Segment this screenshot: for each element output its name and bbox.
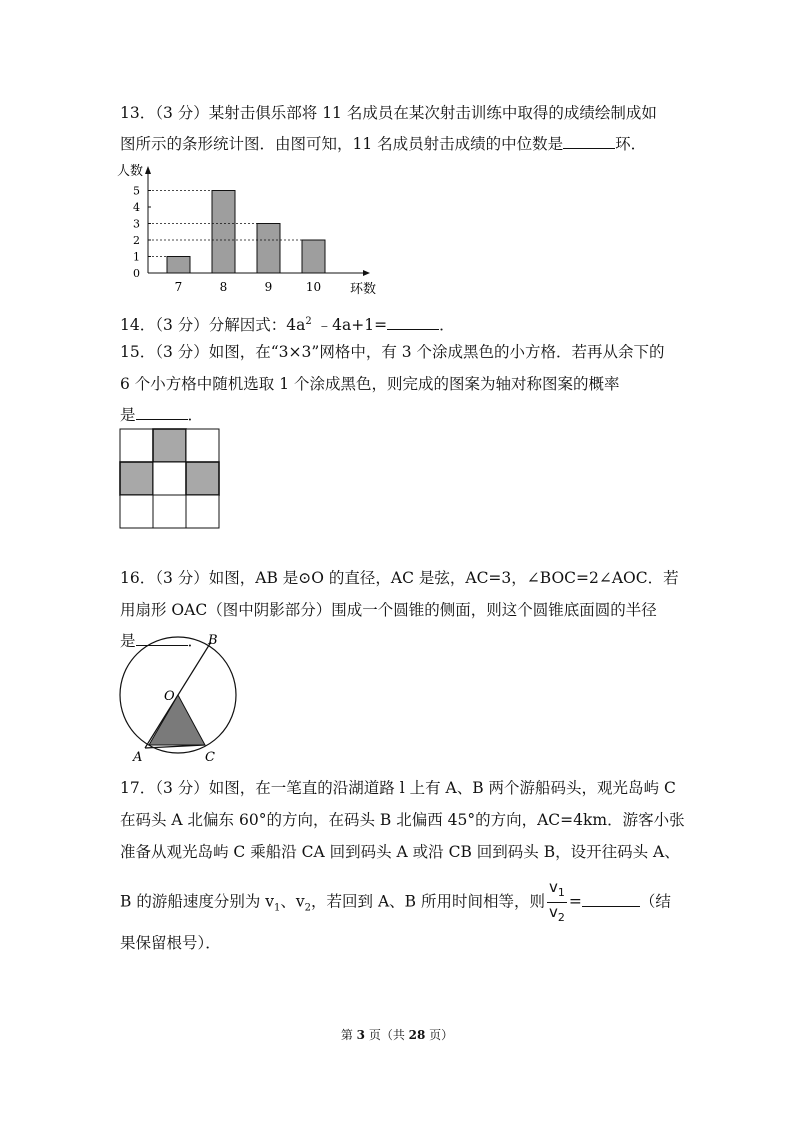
q16-line-3-text: 是 [120, 632, 136, 650]
bar-chart [115, 162, 385, 297]
q17-line-2: 在码头 A 北偏东 60°的方向，在码头 B 北偏西 45°的方向，AC=4km．游客小张 [120, 811, 685, 829]
grid-cell-shaded [153, 429, 186, 462]
grid-cell [153, 462, 186, 495]
q15-line-2: 6 个小方格中随机选取 1 个涂成黑色，则完成的图案为轴对称图案的概率 [120, 375, 620, 393]
q15-line-1: 15．（3 分）如图，在“3×3”网格中，有 3 个涂成黑色的小方格．若再从余下的 [120, 343, 665, 361]
bar-7 [167, 257, 190, 274]
footer-prefix: 第 [340, 1028, 357, 1042]
q14-text: 14．（3 分）分解因式：4a [120, 316, 306, 335]
q17-fraction-denominator: $v_2$ [548, 903, 565, 924]
q14-answer-blank [387, 315, 439, 330]
q16-line-3-end: ． [187, 632, 204, 650]
q16-line-1: 16．（3 分）如图，AB 是⊙O 的直径，AC 是弦，AC=3，∠BOC=2∠AOC．若 [120, 569, 679, 587]
label-a: A [133, 750, 143, 763]
q13-line-2-end: 环． [615, 135, 647, 153]
y-axis-label: 人数 [117, 164, 144, 179]
x-tick-label: 10 [305, 280, 322, 294]
q15-line-3-text: 是 [120, 406, 136, 424]
x-axis-label: 环数 [350, 282, 377, 297]
x-tick-label: 9 [264, 280, 273, 294]
footer-total-pages: 28 [408, 1028, 426, 1042]
q17-line-4-end: （结 [639, 892, 671, 911]
grid-cell [153, 495, 186, 528]
q17-fraction-numerator: $v_1$ [547, 878, 567, 903]
y-axis-arrow [145, 166, 151, 174]
q17-line-3: 准备从观光岛屿 C 乘船沿 CA 回到码头 A 或沿 CB 回到码头 B，设开往码头 A、 [120, 843, 680, 861]
q17-sub-2: 2 [304, 902, 312, 914]
y-tick-label: 1 [133, 250, 140, 264]
q16-line-2: 用扇形 OAC（图中阴影部分）围成一个圆锥的侧面，则这个圆锥底面圆的半径 [120, 601, 657, 619]
footer-page-number: 3 [356, 1028, 365, 1042]
q14-text-c: ． [439, 316, 455, 335]
y-tick-label: 0 [133, 267, 140, 280]
q14-text-b: ﹣4a+1= [311, 316, 388, 335]
x-tick-label: 7 [174, 280, 183, 294]
grid-cell [120, 495, 153, 528]
grid-cell [186, 495, 219, 528]
q17-fraction [547, 878, 567, 927]
q17-answer-blank [582, 892, 640, 907]
grid-cell-shaded [120, 462, 153, 495]
footer-suffix: 页） [425, 1028, 454, 1042]
q17-sub-1: 1 [274, 902, 281, 914]
label-b: B [208, 633, 218, 648]
grid-cell-shaded [186, 462, 219, 495]
y-tick-label: 2 [133, 234, 140, 247]
sector-oac [149, 695, 205, 745]
q14-line [120, 311, 455, 336]
y-tick-label: 4 [133, 201, 140, 214]
grid-cell [186, 429, 219, 462]
bar-8 [212, 191, 235, 274]
q17-equals: = [568, 892, 582, 911]
x-axis-arrow [363, 270, 370, 276]
q15-line-3-end: ． [187, 406, 204, 424]
q13-line-2-text: 图所示的条形统计图．由图可知，11 名成员射击成绩的中位数是 [120, 135, 564, 153]
bar-10 [302, 240, 325, 273]
circle-figure [115, 628, 255, 763]
y-tick-label: 5 [133, 184, 140, 198]
bar-9 [257, 224, 280, 274]
grid-figure [119, 428, 223, 532]
label-c: C [205, 750, 215, 763]
page-footer [0, 1026, 794, 1043]
q17-line-1: 17．（3 分）如图，在一笔直的沿湖道路 l 上有 A、B 两个游船码头，观光岛屿 C [120, 779, 676, 797]
q15-answer-blank [136, 405, 188, 420]
y-tick-label: 3 [133, 217, 140, 231]
q17-line-5: 果保留根号）． [120, 934, 221, 952]
q13-line-1: 13．（3 分）某射击俱乐部将 11 名成员在某次射击训练中取得的成绩绘制成如 [120, 104, 657, 122]
q17-line-4-text-b: 、v [280, 892, 305, 911]
q15-line-3 [120, 404, 203, 426]
q13-answer-blank [563, 134, 615, 149]
footer-mid: 页（共 [365, 1028, 409, 1042]
x-tick-label: 8 [219, 280, 228, 294]
label-o: O [164, 689, 175, 704]
q13-line-2 [120, 133, 646, 155]
grid-cell [120, 429, 153, 462]
q17-line-4-text: B 的游船速度分别为 v [120, 892, 275, 911]
q14-exponent: 2 [305, 316, 312, 327]
q17-line-4 [120, 878, 671, 931]
q17-line-4-text-c: ，若回到 A、B 所用时间相等，则 [311, 892, 545, 911]
